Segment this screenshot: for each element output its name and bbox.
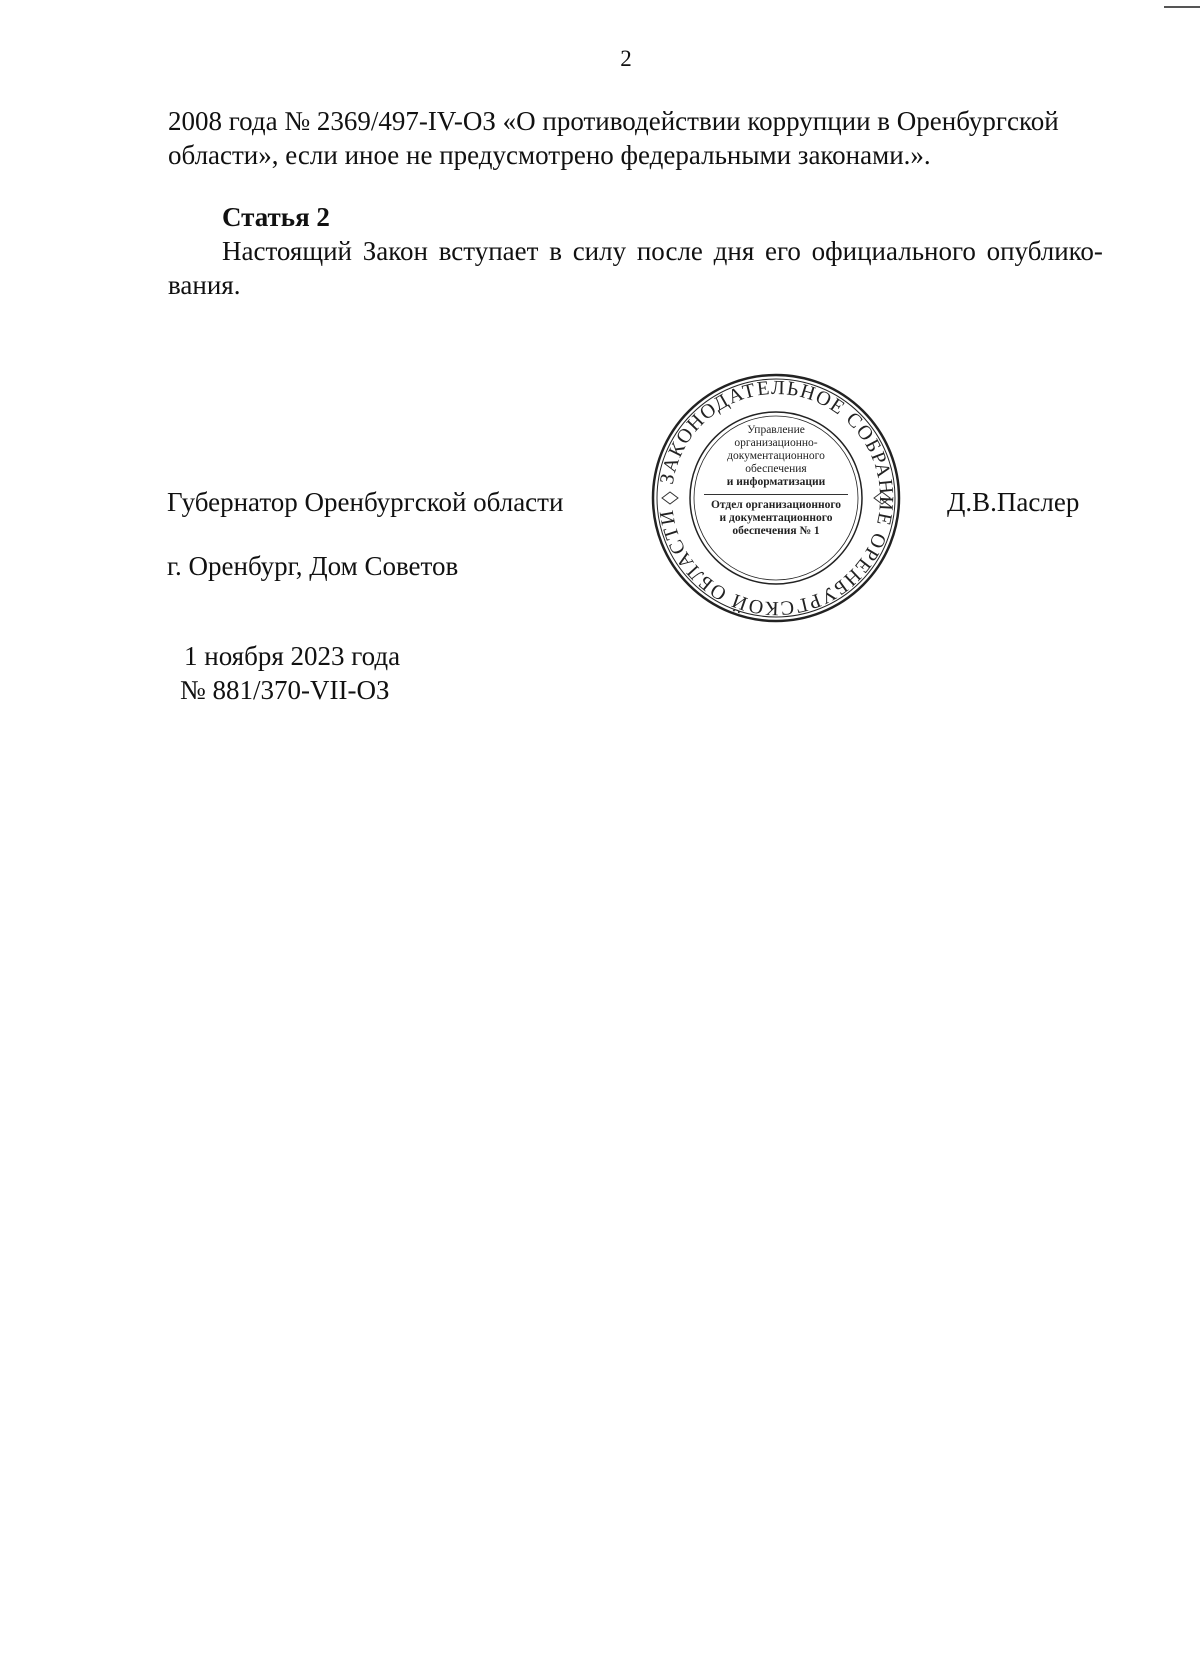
- signatory-position: Губернатор Оренбургской области: [167, 487, 564, 517]
- seal-ring-text: ЗАКОНОДАТЕЛЬНОЕ СОБРАНИЕ ОРЕНБУРГСКОЙ ОБЛАСТИ: [655, 376, 898, 620]
- seal-line-5: и информатизации: [726, 476, 826, 488]
- signing-place: г. Оренбург, Дом Советов: [167, 551, 459, 581]
- seal-line-7: и документационного: [719, 512, 833, 524]
- signing-date: 1 ноября 2023 года: [184, 641, 401, 671]
- article-title: Статья 2: [222, 202, 330, 232]
- article-text-line-2: вания.: [168, 270, 241, 300]
- seal-line-4: обеспечения: [745, 463, 807, 475]
- seal-line-8: обеспечения № 1: [732, 525, 820, 537]
- signatory-name: Д.В.Паслер: [947, 487, 1080, 517]
- seal-line-6: Отдел организационного: [710, 499, 842, 511]
- article-text-line-1: Настоящий Закон вступает в силу после дня его официального опублико-: [222, 236, 1103, 266]
- scan-edge-mark: [1164, 6, 1200, 8]
- body-line-1: 2008 года № 2369/497-IV-ОЗ «О противодействии коррупции в Оренбургской: [168, 106, 1059, 136]
- body-line-2: области», если иное не предусмотрено федеральными законами.».: [168, 140, 931, 170]
- page-number: 2: [620, 46, 632, 71]
- seal-center: [694, 416, 858, 580]
- official-seal: [650, 372, 902, 624]
- law-number: № 881/370-VII-ОЗ: [180, 675, 390, 705]
- seal-line-2: организационно-: [734, 437, 818, 449]
- seal-separator: [704, 494, 848, 495]
- seal-line-1: Управление: [747, 424, 805, 436]
- seal-line-3: документационного: [727, 450, 825, 462]
